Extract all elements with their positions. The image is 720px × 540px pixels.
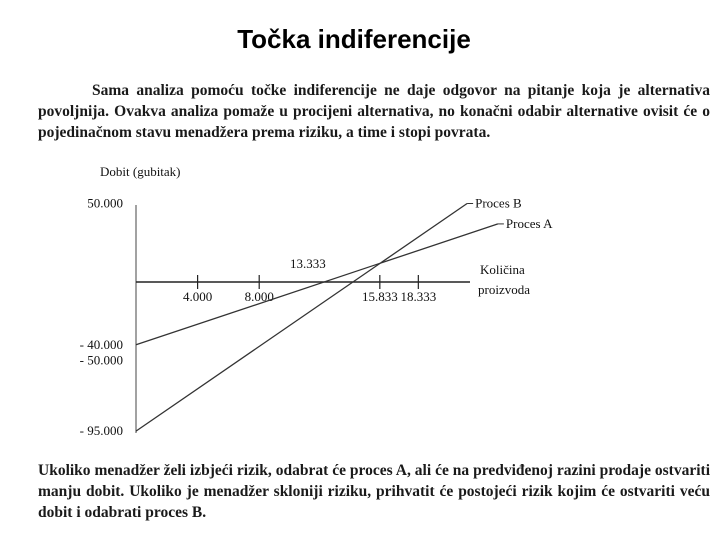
- y-tick-label: - 95.000: [79, 423, 123, 439]
- break-even-chart: [0, 150, 720, 450]
- series-line-proces-a: [136, 224, 498, 345]
- x-tick-label: 4.000: [182, 289, 213, 304]
- x-axis-label-line-1: Količina: [480, 262, 525, 277]
- y-tick-label: 50.000: [87, 195, 123, 211]
- conclusion-paragraph: Ukoliko menadžer želi izbjeći rizik, odabrat će proces A, ali će na predviđenoj razini prodaje ostvariti manju dobit. Ukoliko je menadžer skloniji riziku, prihvatit će postojeći rizik kojim će ostvariti veću dobit i odabrati proces B.: [38, 462, 710, 521]
- y-tick-label: - 40.000: [79, 336, 123, 352]
- x-tick-label: 18.333: [400, 289, 437, 304]
- x-tick-label: 15.833: [361, 289, 398, 304]
- x-tick-label: 8.000: [244, 289, 274, 304]
- series-label-proces-b: Proces B: [475, 195, 522, 211]
- series-label-proces-a: Proces A: [505, 215, 553, 231]
- y-axis-label: Dobit (gubitak): [100, 164, 181, 179]
- page-title: Točka indiferencije: [237, 24, 471, 54]
- series-line-proces-b: [136, 204, 467, 432]
- annotation-13333: 13.333: [290, 256, 326, 271]
- y-tick-label: - 50.000: [79, 352, 123, 368]
- intro-paragraph: Sama analiza pomoću točke indiferencije ne daje odgovor na pitanje koja je alternativa povoljnija. Ovakva analiza pomaže u procijeni alternativa, no konačni odabir alternative ovisit će o pojedinačnom stavu menadžera prema riziku, a time i stopi povrata.: [38, 82, 710, 141]
- x-axis-label-line-2: proizvoda: [478, 282, 530, 297]
